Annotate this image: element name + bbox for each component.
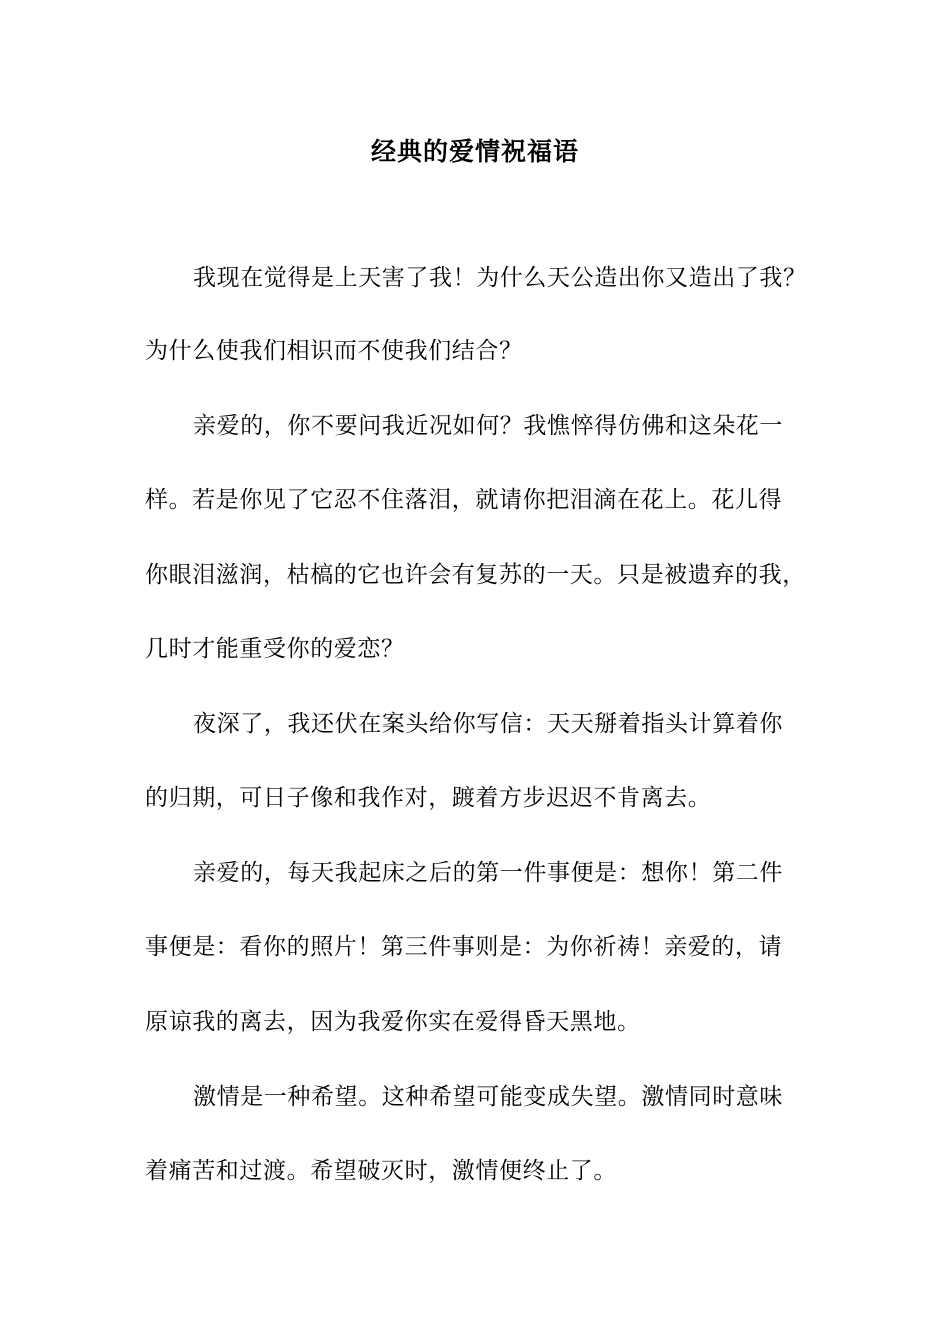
paragraph-1-line-1: 我现在觉得是上天害了我！为什么天公造出你又造出了我？ bbox=[193, 265, 807, 291]
paragraph-3-line-2: 的归期，可日子像和我作对，踱着方步迟迟不肯离去。 bbox=[145, 785, 712, 811]
paragraph-1-line-2: 为什么使我们相识而不使我们结合？ bbox=[145, 338, 523, 364]
paragraph-3-line-1: 夜深了，我还伏在案头给你写信：天天掰着指头计算着你 bbox=[193, 711, 783, 737]
document-title: 经典的爱情祝福语 bbox=[370, 137, 579, 166]
paragraph-2-line-1: 亲爱的，你不要问我近况如何？我憔悴得仿佛和这朵花一 bbox=[193, 413, 783, 439]
paragraph-2-line-2: 样。若是你见了它忍不住落泪，就请你把泪滴在花上。花儿得 bbox=[145, 487, 783, 513]
paragraph-4-line-3: 原谅我的离去，因为我爱你实在爱得昏天黑地。 bbox=[145, 1009, 641, 1035]
paragraph-4-line-2: 事便是：看你的照片！第三件事则是：为你祈祷！亲爱的，请 bbox=[145, 934, 783, 960]
paragraph-2-line-4: 几时才能重受你的爱恋？ bbox=[145, 636, 405, 662]
paragraph-4-line-1: 亲爱的，每天我起床之后的第一件事便是：想你！第二件 bbox=[193, 860, 783, 886]
paragraph-2-line-3: 你眼泪滋润，枯槁的它也许会有复苏的一天。只是被遗弃的我， bbox=[145, 562, 806, 588]
paragraph-5-line-2: 着痛苦和过渡。希望破灭时，激情便终止了。 bbox=[145, 1158, 617, 1184]
paragraph-5-line-1: 激情是一种希望。这种希望可能变成失望。激情同时意味 bbox=[193, 1084, 783, 1110]
